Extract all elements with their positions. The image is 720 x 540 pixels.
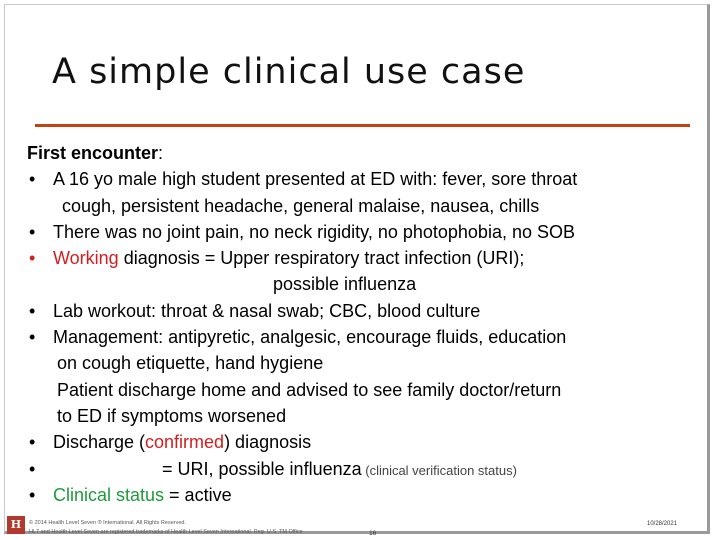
note-open: ( (361, 462, 370, 478)
note-close: ) (512, 462, 517, 478)
continuation-text: Patient discharge home and advised to see family doctor/return (57, 379, 562, 400)
slide-content (27, 140, 707, 508)
continuation-line (27, 350, 707, 376)
bullet-text: Management: antipyretic, analgesic, encourage fluids, education (53, 327, 567, 348)
bullet-text: A 16 yo male high student presented at ED with: fever, sore throat (53, 169, 578, 190)
hl7-logo-icon: H (7, 516, 25, 534)
bullet-line (27, 482, 707, 508)
continuation-line (27, 193, 707, 219)
bullet-text: Lab workout: throat & nasal swab; CBC, blood culture (53, 300, 481, 321)
bullet-text: = URI, possible influenza (162, 458, 362, 479)
continuation-line (27, 403, 707, 429)
bullet-icon: • (29, 327, 36, 348)
heading-line (27, 140, 707, 166)
slide-footer (7, 516, 707, 536)
trademark-text: HL7 and Health Level Seven are registered trademarks of Health Level Seven International. Reg. U.S. TM Office (29, 529, 303, 535)
section-heading: First encounter (27, 143, 159, 163)
bullet-icon: • (29, 300, 36, 321)
bullet-icon: • (29, 169, 36, 190)
continuation-text: possible influenza (273, 274, 417, 295)
heading-colon: : (158, 143, 164, 163)
continuation-text: on cough etiquette, hand hygiene (57, 353, 324, 374)
confirmed-label: confirmed (145, 432, 225, 453)
verification-status-note: clinical verification status (369, 462, 513, 478)
bullet-icon: • (29, 248, 36, 269)
bullet-line (27, 324, 707, 350)
bullet-line (27, 456, 707, 482)
bullet-line (27, 298, 707, 324)
clinical-status-label: Clinical status (53, 484, 165, 505)
continuation-line (27, 377, 707, 403)
bullet-text: diagnosis = Upper respiratory tract infection (URI); (118, 248, 525, 269)
bullet-icon: • (29, 458, 36, 479)
bullet-line (27, 245, 707, 271)
bullet-line (27, 219, 707, 245)
bullet-text: = active (164, 484, 232, 505)
slide-title: A simple clinical use case (52, 52, 526, 92)
continuation-text: to ED if symptoms worsened (57, 405, 287, 426)
slide-date: 10/28/2021 (647, 521, 678, 527)
bullet-text: Discharge ( (53, 432, 146, 453)
title-divider (35, 124, 690, 127)
copyright-text: © 2014 Health Level Seven ® International. All Rights Reserved. (29, 520, 186, 526)
continuation-text: cough, persistent headache, general malaise, nausea, chills (62, 195, 540, 216)
continuation-line (27, 271, 707, 297)
bullet-text: ) diagnosis (224, 432, 312, 453)
page-number: 16 (369, 530, 377, 537)
bullet-icon: • (29, 484, 36, 505)
bullet-icon: • (29, 432, 36, 453)
working-label: Working (53, 248, 119, 269)
bullet-line (27, 166, 707, 192)
bullet-text: There was no joint pain, no neck rigidity, no photophobia, no SOB (53, 221, 575, 242)
bullet-line (27, 429, 707, 455)
bullet-icon: • (29, 221, 36, 242)
